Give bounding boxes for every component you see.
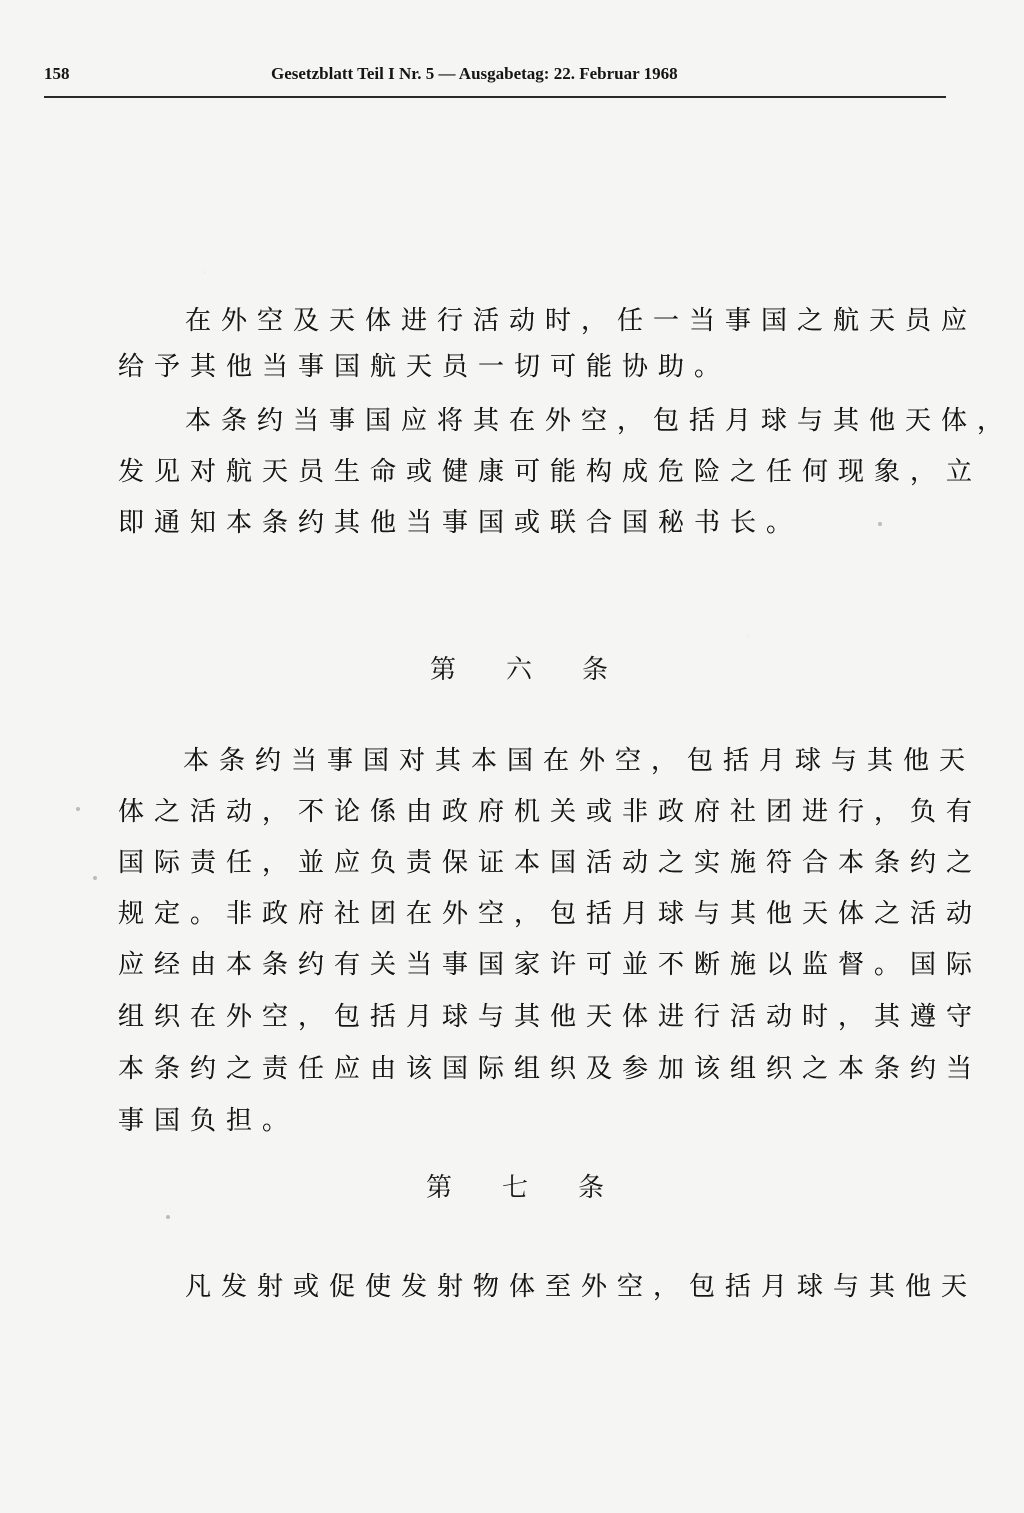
article-6-line-5: 应经由本条约有关当事国家许可並不断施以监督。国际 — [118, 950, 983, 980]
article-6-line-3: 国际责任，並应负责保证本国活动之实施符合本条约之 — [118, 848, 983, 878]
article-6-heading: 第六条 — [430, 655, 659, 685]
article-6-line-2: 体之活动，不论係由政府机关或非政府社团进行，负有 — [118, 797, 983, 827]
paragraph-1-line-2: 给予其他当事国航天员一切可能协助。 — [118, 352, 731, 382]
article-6-line-7: 本条约之责任应由该国际组织及参加该组织之本条约当 — [118, 1054, 983, 1084]
article-6-line-8: 事国负担。 — [118, 1106, 299, 1136]
article-6-line-1: 本条约当事国对其本国在外空，包括月球与其他天 — [183, 746, 976, 776]
scan-speck — [878, 522, 882, 526]
article-7-heading: 第七条 — [426, 1173, 655, 1203]
scan-speck — [93, 876, 97, 880]
running-title: Gesetzblatt Teil I Nr. 5 — Ausgabetag: 22. Februar 1968 — [271, 64, 678, 83]
article-7-line-1: 凡发射或促使发射物体至外空，包括月球与其他天 — [185, 1272, 978, 1302]
page-number: 158 — [44, 64, 70, 83]
paragraph-2-line-1: 本条约当事国应将其在外空，包括月球与其他天体， — [185, 406, 1014, 436]
scan-speck — [166, 1215, 170, 1219]
page-header — [44, 62, 946, 98]
paragraph-2-line-3: 即通知本条约其他当事国或联合国秘书长。 — [118, 508, 803, 538]
article-6-line-6: 组织在外空，包括月球与其他天体进行活动时，其遵守 — [118, 1002, 983, 1032]
paragraph-1-line-1: 在外空及天体进行活动时，任一当事国之航天员应 — [185, 306, 978, 336]
paragraph-2-line-2: 发见对航天员生命或健康可能构成危险之任何现象，立 — [118, 457, 983, 487]
scan-speck — [76, 807, 80, 811]
article-6-line-4: 规定。非政府社团在外空，包括月球与其他天体之活动 — [118, 899, 983, 929]
